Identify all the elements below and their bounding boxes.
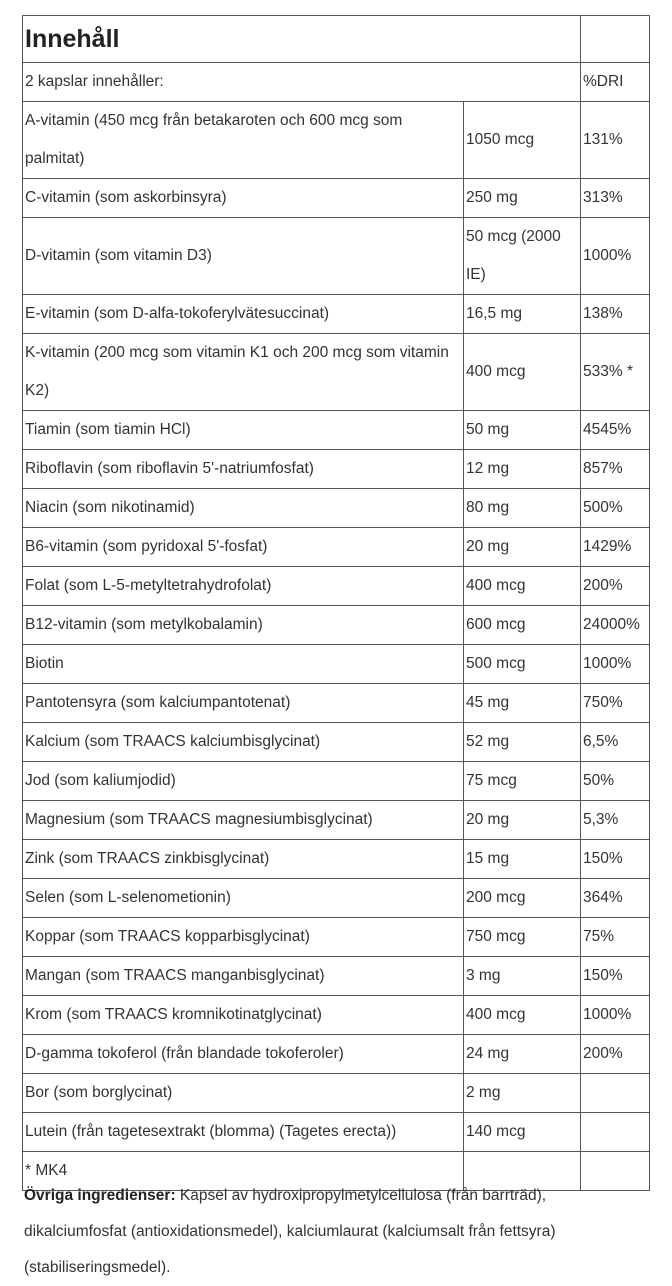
table-row — [23, 1113, 650, 1152]
nutrient-name: C-vitamin (som askorbinsyra) — [23, 179, 464, 218]
nutrient-name: Magnesium (som TRAACS magnesiumbisglycinat) — [23, 801, 464, 840]
table-row — [23, 723, 650, 762]
table-row — [23, 996, 650, 1035]
nutrient-dri: 364% — [581, 879, 650, 918]
nutrient-name: Kalcium (som TRAACS kalciumbisglycinat) — [23, 723, 464, 762]
nutrient-name: Lutein (från tagetesextrakt (blomma) (Tagetes erecta)) — [23, 1113, 464, 1152]
nutrient-dri: 1000% — [581, 645, 650, 684]
nutrient-name: Zink (som TRAACS zinkbisglycinat) — [23, 840, 464, 879]
nutrient-amount: 20 mg — [464, 528, 581, 567]
nutrient-amount: 75 mcg — [464, 762, 581, 801]
nutrient-amount: 50 mg — [464, 411, 581, 450]
nutrient-amount: 600 mcg — [464, 606, 581, 645]
nutrient-name: Mangan (som TRAACS manganbisglycinat) — [23, 957, 464, 996]
table-row — [23, 918, 650, 957]
nutrient-dri: 138% — [581, 295, 650, 334]
nutrient-dri: 75% — [581, 918, 650, 957]
table-row — [23, 840, 650, 879]
table-title: Innehåll — [23, 16, 581, 63]
nutrient-name: Koppar (som TRAACS kopparbisglycinat) — [23, 918, 464, 957]
nutrient-dri: 24000% — [581, 606, 650, 645]
nutrient-dri: 4545% — [581, 411, 650, 450]
table-row — [23, 334, 650, 411]
table-row — [23, 567, 650, 606]
nutrient-name: Bor (som borglycinat) — [23, 1074, 464, 1113]
table-row — [23, 450, 650, 489]
nutrient-name: Riboflavin (som riboflavin 5'-natriumfosfat) — [23, 450, 464, 489]
table-row — [23, 218, 650, 295]
nutrient-dri — [581, 1113, 650, 1152]
nutrient-dri: 500% — [581, 489, 650, 528]
nutrient-amount: 45 mg — [464, 684, 581, 723]
footnote: * MK4 — [23, 1152, 464, 1191]
nutrient-dri — [581, 1074, 650, 1113]
table-row — [23, 102, 650, 179]
nutrient-name: B12-vitamin (som metylkobalamin) — [23, 606, 464, 645]
nutrient-amount: 400 mcg — [464, 567, 581, 606]
table-row — [23, 489, 650, 528]
nutrient-name: Krom (som TRAACS kromnikotinatglycinat) — [23, 996, 464, 1035]
nutrient-amount: 15 mg — [464, 840, 581, 879]
other-ingredients — [24, 1178, 652, 1286]
table-row — [23, 606, 650, 645]
nutrient-dri: 50% — [581, 762, 650, 801]
table-subheader-row — [23, 63, 650, 102]
nutrient-amount: 400 mcg — [464, 996, 581, 1035]
nutrient-dri: 750% — [581, 684, 650, 723]
nutrient-name: Selen (som L-selenometionin) — [23, 879, 464, 918]
nutrient-amount: 140 mcg — [464, 1113, 581, 1152]
nutrient-name: Folat (som L-5-metyltetrahydrofolat) — [23, 567, 464, 606]
nutrient-amount: 200 mcg — [464, 879, 581, 918]
nutrient-dri: 1429% — [581, 528, 650, 567]
table-row — [23, 684, 650, 723]
table-row — [23, 957, 650, 996]
nutrient-amount: 52 mg — [464, 723, 581, 762]
subheader-label: 2 kapslar innehåller: — [23, 63, 581, 102]
nutrient-dri: 200% — [581, 567, 650, 606]
nutrient-dri: 857% — [581, 450, 650, 489]
nutrient-dri: 5,3% — [581, 801, 650, 840]
nutrient-dri: 200% — [581, 1035, 650, 1074]
table-row — [23, 295, 650, 334]
nutrient-dri: 313% — [581, 179, 650, 218]
nutrition-table — [22, 15, 650, 1191]
nutrient-amount: 750 mcg — [464, 918, 581, 957]
nutrient-name: A-vitamin (450 mcg från betakaroten och 600 mcg som palmitat) — [23, 102, 464, 179]
nutrient-dri: 1000% — [581, 218, 650, 295]
nutrient-name: K-vitamin (200 mcg som vitamin K1 och 200 mcg som vitamin K2) — [23, 334, 464, 411]
nutrient-amount: 80 mg — [464, 489, 581, 528]
nutrient-name: Pantotensyra (som kalciumpantotenat) — [23, 684, 464, 723]
table-row — [23, 801, 650, 840]
ingredients-text: Kapsel av hydroxipropylmetylcellulosa (från barrträd), dikalciumfosfat (antioxidationsmedel), kalciumlaurat (kalciumsalt från fettsyra) (stabiliseringsmedel). — [24, 1187, 556, 1276]
nutrient-amount: 400 mcg — [464, 334, 581, 411]
nutrient-amount: 1050 mcg — [464, 102, 581, 179]
nutrient-amount: 12 mg — [464, 450, 581, 489]
subheader-dri: %DRI — [581, 63, 650, 102]
nutrient-amount: 24 mg — [464, 1035, 581, 1074]
nutrient-amount: 500 mcg — [464, 645, 581, 684]
table-title-row — [23, 16, 650, 63]
nutrient-dri: 131% — [581, 102, 650, 179]
nutrient-name: B6-vitamin (som pyridoxal 5'-fosfat) — [23, 528, 464, 567]
nutrient-name: Niacin (som nikotinamid) — [23, 489, 464, 528]
nutrient-name: E-vitamin (som D-alfa-tokoferylvätesuccinat) — [23, 295, 464, 334]
nutrient-name: Biotin — [23, 645, 464, 684]
nutrient-amount: 20 mg — [464, 801, 581, 840]
nutrient-name: Jod (som kaliumjodid) — [23, 762, 464, 801]
nutrient-amount: 16,5 mg — [464, 295, 581, 334]
nutrient-amount: 3 mg — [464, 957, 581, 996]
nutrient-name: D-gamma tokoferol (från blandade tokoferoler) — [23, 1035, 464, 1074]
table-row — [23, 762, 650, 801]
nutrient-dri: 533% * — [581, 334, 650, 411]
table-row — [23, 1035, 650, 1074]
nutrient-dri: 6,5% — [581, 723, 650, 762]
nutrient-dri: 1000% — [581, 996, 650, 1035]
ingredients-label: Övriga ingredienser: — [24, 1187, 176, 1204]
table-row — [23, 411, 650, 450]
nutrient-dri: 150% — [581, 957, 650, 996]
nutrient-amount: 50 mcg (2000 IE) — [464, 218, 581, 295]
table-title-blank-cell — [581, 16, 650, 63]
table-row — [23, 528, 650, 567]
nutrient-amount: 250 mg — [464, 179, 581, 218]
table-row — [23, 879, 650, 918]
nutrient-amount: 2 mg — [464, 1074, 581, 1113]
table-row — [23, 179, 650, 218]
nutrient-dri: 150% — [581, 840, 650, 879]
nutrient-name: D-vitamin (som vitamin D3) — [23, 218, 464, 295]
nutrient-name: Tiamin (som tiamin HCl) — [23, 411, 464, 450]
table-row — [23, 1074, 650, 1113]
table-row — [23, 645, 650, 684]
